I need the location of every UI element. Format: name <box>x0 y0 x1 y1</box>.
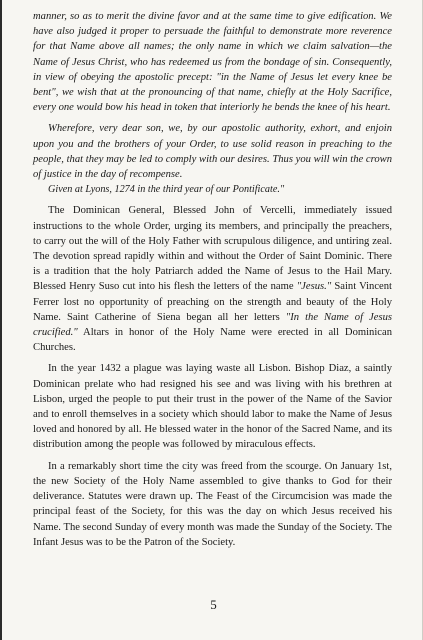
paragraph-dominican-general-text-3: Altars in honor of the Holy Name were erected in all Dominican Churches. <box>33 327 392 354</box>
page-text-block <box>33 9 392 550</box>
paragraph-letter-exhortation: Wherefore, very dear son, we, by our apostolic authority, exhort, and enjoin upon you and the brothers of your Order, to use solid reason in preaching to the people, that they may be led to comply with our desires. Thus you will win the crown of justice in the day of recompense. <box>33 123 392 181</box>
paragraph-dominican-general-text-1: The Dominican General, Blessed John of Vercelli, immediately issued instructions to the whole Order, urging its members, and principally the preachers, to carry out the will of the Holy Father with scrupulous diligence, and untiring zeal. The devotion spread rapidly within and without the Order of Saint Dominic. There is a tradition that the holy Patriarch added the Name of Jesus to the Hail Mary. Blessed Henry Suso cut into his flesh the letters of the name <box>33 205 392 293</box>
paragraph-lisbon-plague: In the year 1432 a plague was laying waste all Lisbon. Bishop Diaz, a saintly Dominican prelate who had resigned his see and was living with his brethren at Lisbon, urged the people to put their trust in the power of the Name of the Savior and to enroll themselves in a society which should labor to make the Name of Jesus loved and honored by all. He blessed water in the honor of the Sacred Name, and its distribution among the people was followed by miraculous effects. <box>33 363 392 451</box>
paragraph-dominican-general-text-2: Saint Vincent Ferrer lost no opportunity of preaching on the strength and beauty of the Holy Name. Saint Catherine of Siena began all her letters <box>33 281 392 323</box>
quote-jesus-crucified: "In the Name of Jesus crucified." <box>33 311 392 339</box>
paragraph-dominican-general <box>33 203 392 355</box>
quote-jesus: "Jesus." <box>296 281 332 293</box>
paragraph-society-founded: In a remarkably short time the city was freed from the scourge. On January 1st, the new Society of the Holy Name assembled to give thanks to God for their deliverance. Statutes were drawn up. The Feast of the Circumcision was made the principal feast of the Society, for this was the day on which Jesus received his Name. The second Sunday of every month was made the Sunday of the Society. The Infant Jesus was to be the Patron of the Society. <box>33 460 392 548</box>
letter-dateline: Given at Lyons, 1274 in the third year of our Pontificate." <box>48 184 285 196</box>
page-number: 5 <box>210 597 217 612</box>
paragraph-letter-continuation: manner, so as to merit the divine favor and at the same time to give edification. We have also judged it proper to persuade the faithful to demonstrate more reverence for that Name above all names; the only name in which we claim salvation—the Name of Jesus Christ, who has redeemed us from the bondage of sin. Consequently, in view of obeying the apostolic precept: "in the Name of Jesus let every knee be bent", we wish that at the pronouncing of that name, chiefly at the Holy Sacrifice, every one would bow his head in token that interiorly he bends the knee of his heart. <box>33 11 392 114</box>
